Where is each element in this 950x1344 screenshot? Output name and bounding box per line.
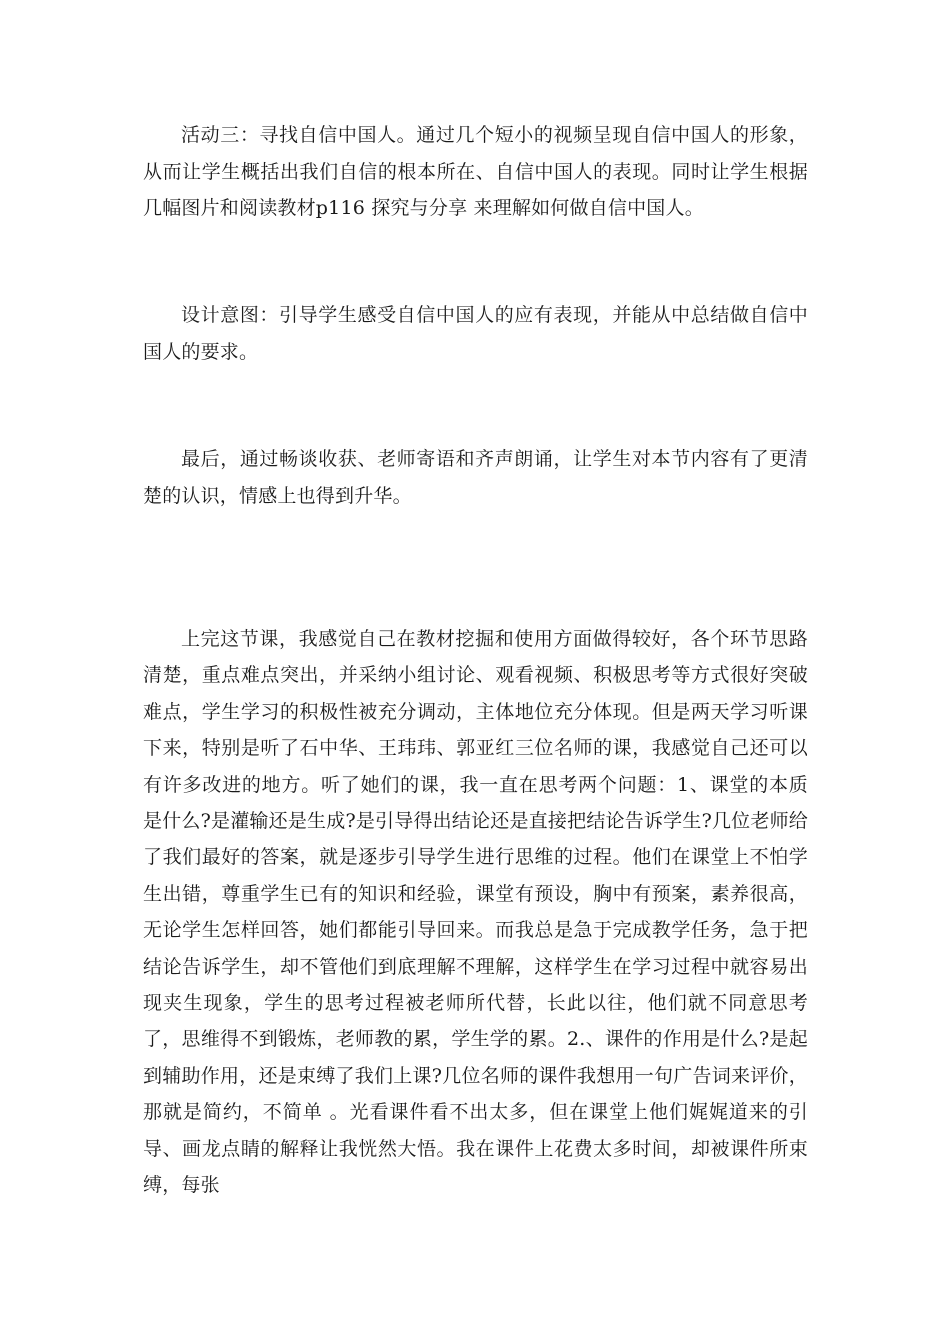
paragraph-design-intent: 设计意图：引导学生感受自信中国人的应有表现，并能从中总结做自信中国人的要求。	[143, 304, 808, 363]
paragraph-activity-three: 活动三：寻找自信中国人。通过几个短小的视频呈现自信中国人的形象，从而让学生概括出我们自信的根本所在、自信中国人的表现。同时让学生根据几幅图片和阅读教材p116 探究与分享 来理解如何做自信中国人。	[143, 124, 808, 219]
paragraph-reflection: 上完这节课，我感觉自己在教材挖掘和使用方面做得较好，各个环节思路清楚，重点难点突出，并采纳小组讨论、观看视频、积极思考等方式很好突破难点，学生学习的积极性被充分调动，主体地位充分体现。但是两天学习听课下来，特别是听了石中华、王玮玮、郭亚红三位名师的课，我感觉自己还可以有许多改进的地方。听了她们的课，我一直在思考两个问题：1、课堂的本质是什么?是灌输还是生成?是引导得出结论还是直接把结论告诉学生?几位老师给了我们最好的答案，就是逐步引导学生进行思维的过程。他们在课堂上不怕学生出错，尊重学生已有的知识和经验，课堂有预设，胸中有预案，素养很高，无论学生怎样回答，她们都能引导回来。而我总是急于完成教学任务，急于把结论告诉学生，却不管他们到底理解不理解，这样学生在学习过程中就容易出现夹生现象，学生的思考过程被老师所代替，长此以往，他们就不同意思考了，思维得不到锻炼，老师教的累，学生学的累。2.、课件的作用是什么?是起到辅助作用，还是束缚了我们上课?几位名师的课件我想用一句广告词来评价，那就是简约，不简单 。光看课件看不出太多，但在课堂上他们娓娓道来的引导、画龙点睛的解释让我恍然大悟。我在课件上花费太多时间，却被课件所束缚，每张	[143, 628, 808, 1197]
paragraph-conclusion: 最后，通过畅谈收获、老师寄语和齐声朗诵，让学生对本节内容有了更清楚的认识，情感上也得到升华。	[143, 448, 808, 507]
